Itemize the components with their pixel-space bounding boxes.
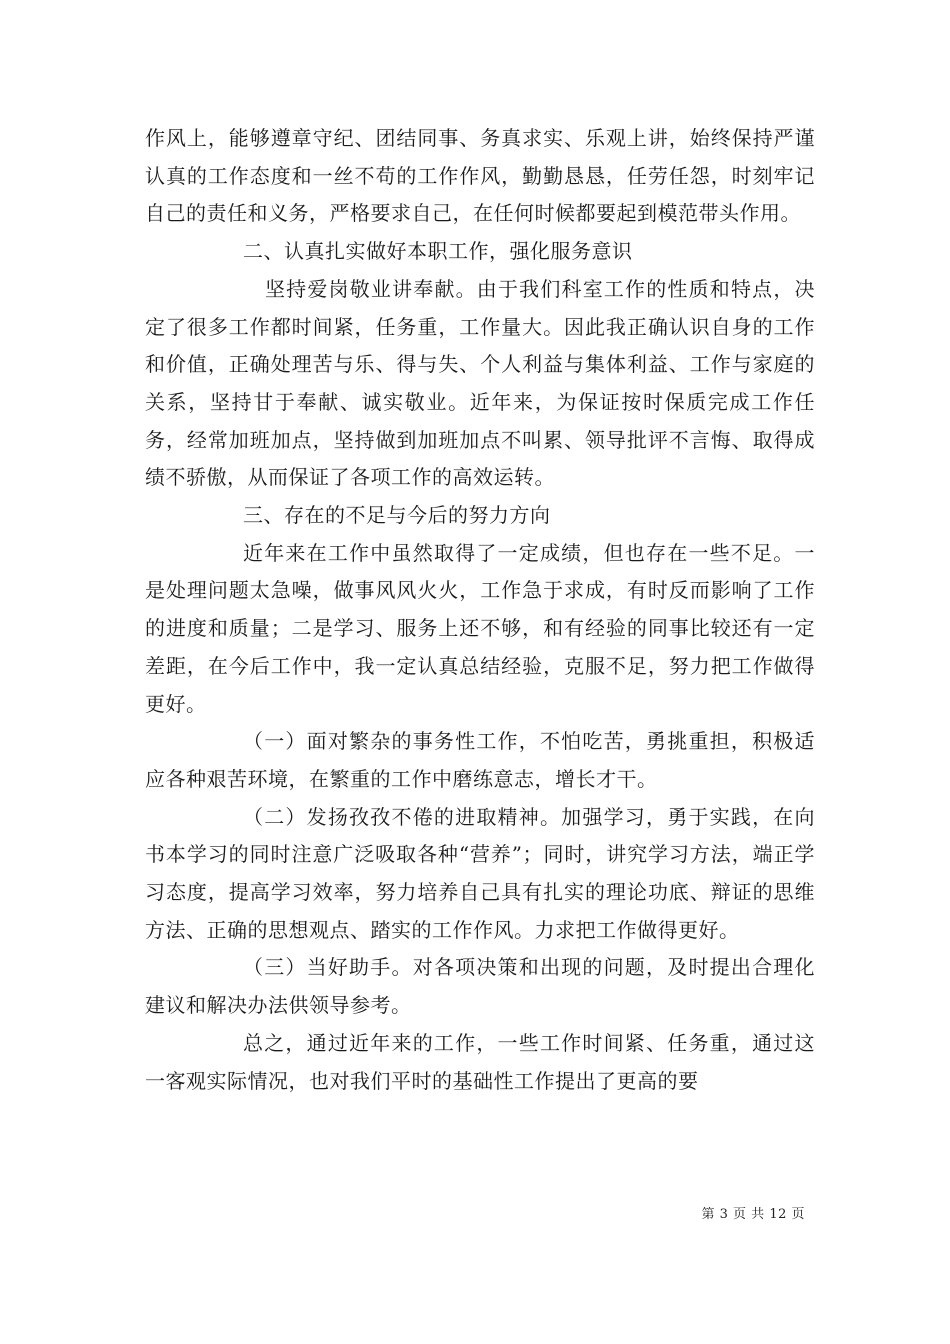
document-body bbox=[145, 120, 815, 1100]
paragraph-shortcomings: 近年来在工作中虽然取得了一定成绩，但也存在一些不足。一是处理问题太急噪，做事风风火火，工作急于求成，有时反而影响了工作的进度和质量；二是学习、服务上还不够，和有经验的同事比较还有一定差距，在今后工作中，我一定认真总结经验，克服不足，努力把工作做得更好。 bbox=[145, 540, 815, 716]
page-number-footer: 第 3 页 共 12 页 bbox=[701, 1207, 805, 1222]
paragraph-item-1: （一）面对繁杂的事务性工作，不怕吃苦，勇挑重担，积极适应各种艰苦环境，在繁重的工作中磨练意志，增长才干。 bbox=[145, 729, 815, 791]
paragraph-work-style: 作风上，能够遵章守纪、团结同事、务真求实、乐观上讲，始终保持严谨认真的工作态度和一丝不苟的工作作风，勤勤恳恳，任劳任怨，时刻牢记自己的责任和义务，严格要求自己，在任何时候都要起到模范带头作用。 bbox=[145, 126, 815, 226]
paragraph-item-3: （三）当好助手。对各项决策和出现的问题，及时提出合理化建议和解决办法供领导参考。 bbox=[145, 955, 815, 1018]
section-heading-3: 三、存在的不足与今后的努力方向 bbox=[243, 503, 551, 528]
paragraph-dedication: 坚持爱岗敬业讲奉献。由于我们科室工作的性质和特点，决定了很多工作都时间紧，任务重，工作量大。因此我正确认识自身的工作和价值，正确处理苦与乐、得与失、个人利益与集体利益、工作与家庭的关系，坚持甘于奉献、诚实敬业。近年来，为保证按时保质完成工作任务，经常加班加点，坚持做到加班加点不叫累、领导批评不言悔、取得成绩不骄傲，从而保证了各项工作的高效运转。 bbox=[145, 276, 815, 490]
paragraph-summary: 总之，通过近年来的工作，一些工作时间紧、任务重，通过这一客观实际情况，也对我们平时的基础性工作提出了更高的要 bbox=[145, 1030, 815, 1093]
paragraph-item-2: （二）发扬孜孜不倦的进取精神。加强学习，勇于实践，在向书本学习的同时注意广泛吸取各种“营养”；同时，讲究学习方法，端正学习态度，提高学习效率，努力培养自己具有扎实的理论功底、辩证的思维方法、正确的思想观点、踏实的工作作风。力求把工作做得更好。 bbox=[145, 804, 815, 942]
section-heading-2: 二、认真扎实做好本职工作，强化服务意识 bbox=[243, 239, 633, 264]
